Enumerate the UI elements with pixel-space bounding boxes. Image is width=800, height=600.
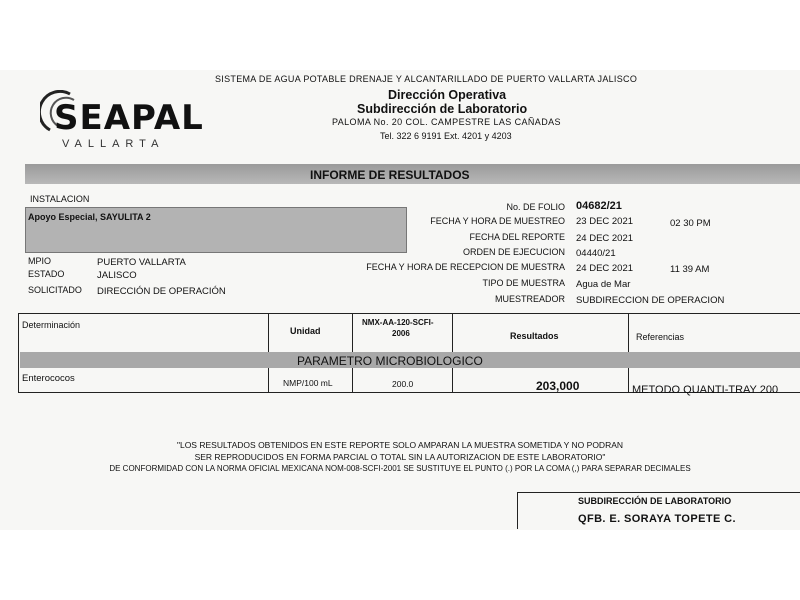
- dept-title: Dirección Operativa: [388, 88, 507, 102]
- sampler-label: MUESTREADOR: [494, 294, 565, 304]
- disclaimer-line1: "LOS RESULTADOS OBTENIDOS EN ESTE REPORTE SOLO AMPARAN LA MUESTRA SOMETIDA Y NO PODRAN: [176, 440, 624, 450]
- report-date-label: FECHA DEL REPORTE: [469, 232, 565, 242]
- installation-value: Apoyo Especial, SAYULITA 2: [28, 212, 151, 222]
- mpio-label: MPIO: [28, 256, 52, 266]
- report-title: INFORME DE RESULTADOS: [310, 168, 470, 182]
- col-unidad: Unidad: [290, 326, 321, 336]
- type-label: TIPO DE MUESTRA: [482, 278, 565, 288]
- sampling-time: 02 30 PM: [670, 218, 711, 229]
- subdept-title: Subdirección de Laboratorio: [357, 102, 528, 116]
- type-value: Agua de Mar: [576, 279, 631, 290]
- solicitado-label: SOLICITADO: [28, 285, 82, 295]
- solicitado-value: DIRECCIÓN DE OPERACIÓN: [97, 286, 226, 297]
- report-date: 24 DEC 2021: [576, 233, 634, 244]
- reception-label: FECHA Y HORA DE RECEPCION DE MUESTRA: [366, 262, 565, 272]
- folio-label: No. DE FOLIO: [506, 202, 565, 212]
- row-resultado: 203,000: [536, 379, 580, 393]
- mpio-value: PUERTO VALLARTA: [97, 257, 186, 268]
- reception-time: 11 39 AM: [670, 264, 710, 275]
- estado-value: JALISCO: [97, 270, 137, 281]
- phone: Tel. 322 6 9191 Ext. 4201 y 4203: [380, 131, 512, 141]
- col-resultados: Resultados: [510, 331, 559, 341]
- sampling-date: 23 DEC 2021: [576, 216, 634, 227]
- col-norma-line1: NMX-AA-120-SCFI-: [362, 318, 434, 327]
- org-line: SISTEMA DE AGUA POTABLE DRENAJE Y ALCANTARILLADO DE PUERTO VALLARTA JALISCO: [215, 74, 638, 84]
- row-unidad: NMP/100 mL: [283, 378, 333, 388]
- report-document: [0, 70, 800, 530]
- signature-name: QFB. E. SORAYA TOPETE C.: [578, 513, 736, 525]
- estado-label: ESTADO: [28, 269, 65, 279]
- row-norma: 200.0: [392, 379, 414, 389]
- reception-date: 24 DEC 2021: [576, 263, 634, 274]
- address: PALOMA No. 20 COL. CAMPESTRE LAS CAÑADAS: [332, 117, 561, 127]
- row-referencia: METODO QUANTI-TRAY 200: [632, 384, 779, 396]
- table-left-border: [18, 313, 19, 393]
- order-label: ORDEN DE EJECUCION: [462, 247, 565, 257]
- folio-value: 04682/21: [576, 200, 622, 212]
- sampling-label: FECHA Y HORA DE MUESTREO: [430, 216, 565, 226]
- row-determinacion: Enterococos: [22, 373, 75, 384]
- order-value: 04440/21: [576, 248, 616, 259]
- col-norma-line2: 2006: [392, 329, 410, 338]
- signature-dept: SUBDIRECCIÓN DE LABORATORIO: [578, 496, 732, 506]
- sampler-value: SUBDIRECCION DE OPERACION: [576, 295, 725, 306]
- col-referencias: Referencias: [636, 332, 685, 342]
- logo-subtitle: VALLARTA: [62, 138, 165, 150]
- installation-label: INSTALACION: [30, 194, 90, 204]
- section-title: PARAMETRO MICROBIOLOGICO: [297, 354, 483, 368]
- table-top-border: [18, 313, 800, 314]
- logo-wordmark: SEAPAL: [54, 98, 204, 138]
- disclaimer-line3: DE CONFORMIDAD CON LA NORMA OFICIAL MEXICANA NOM-008-SCFI-2001 SE SUSTITUYE EL PUNTO (.) POR LA COMA (,) PARA SEPARAR DECIMALES: [109, 464, 691, 473]
- col-determinacion: Determinación: [22, 320, 81, 330]
- disclaimer-line2: SER REPRODUCIDOS EN FORMA PARCIAL O TOTAL SIN LA AUTORIZACION DE ESTE LABORATORIO": [194, 452, 606, 462]
